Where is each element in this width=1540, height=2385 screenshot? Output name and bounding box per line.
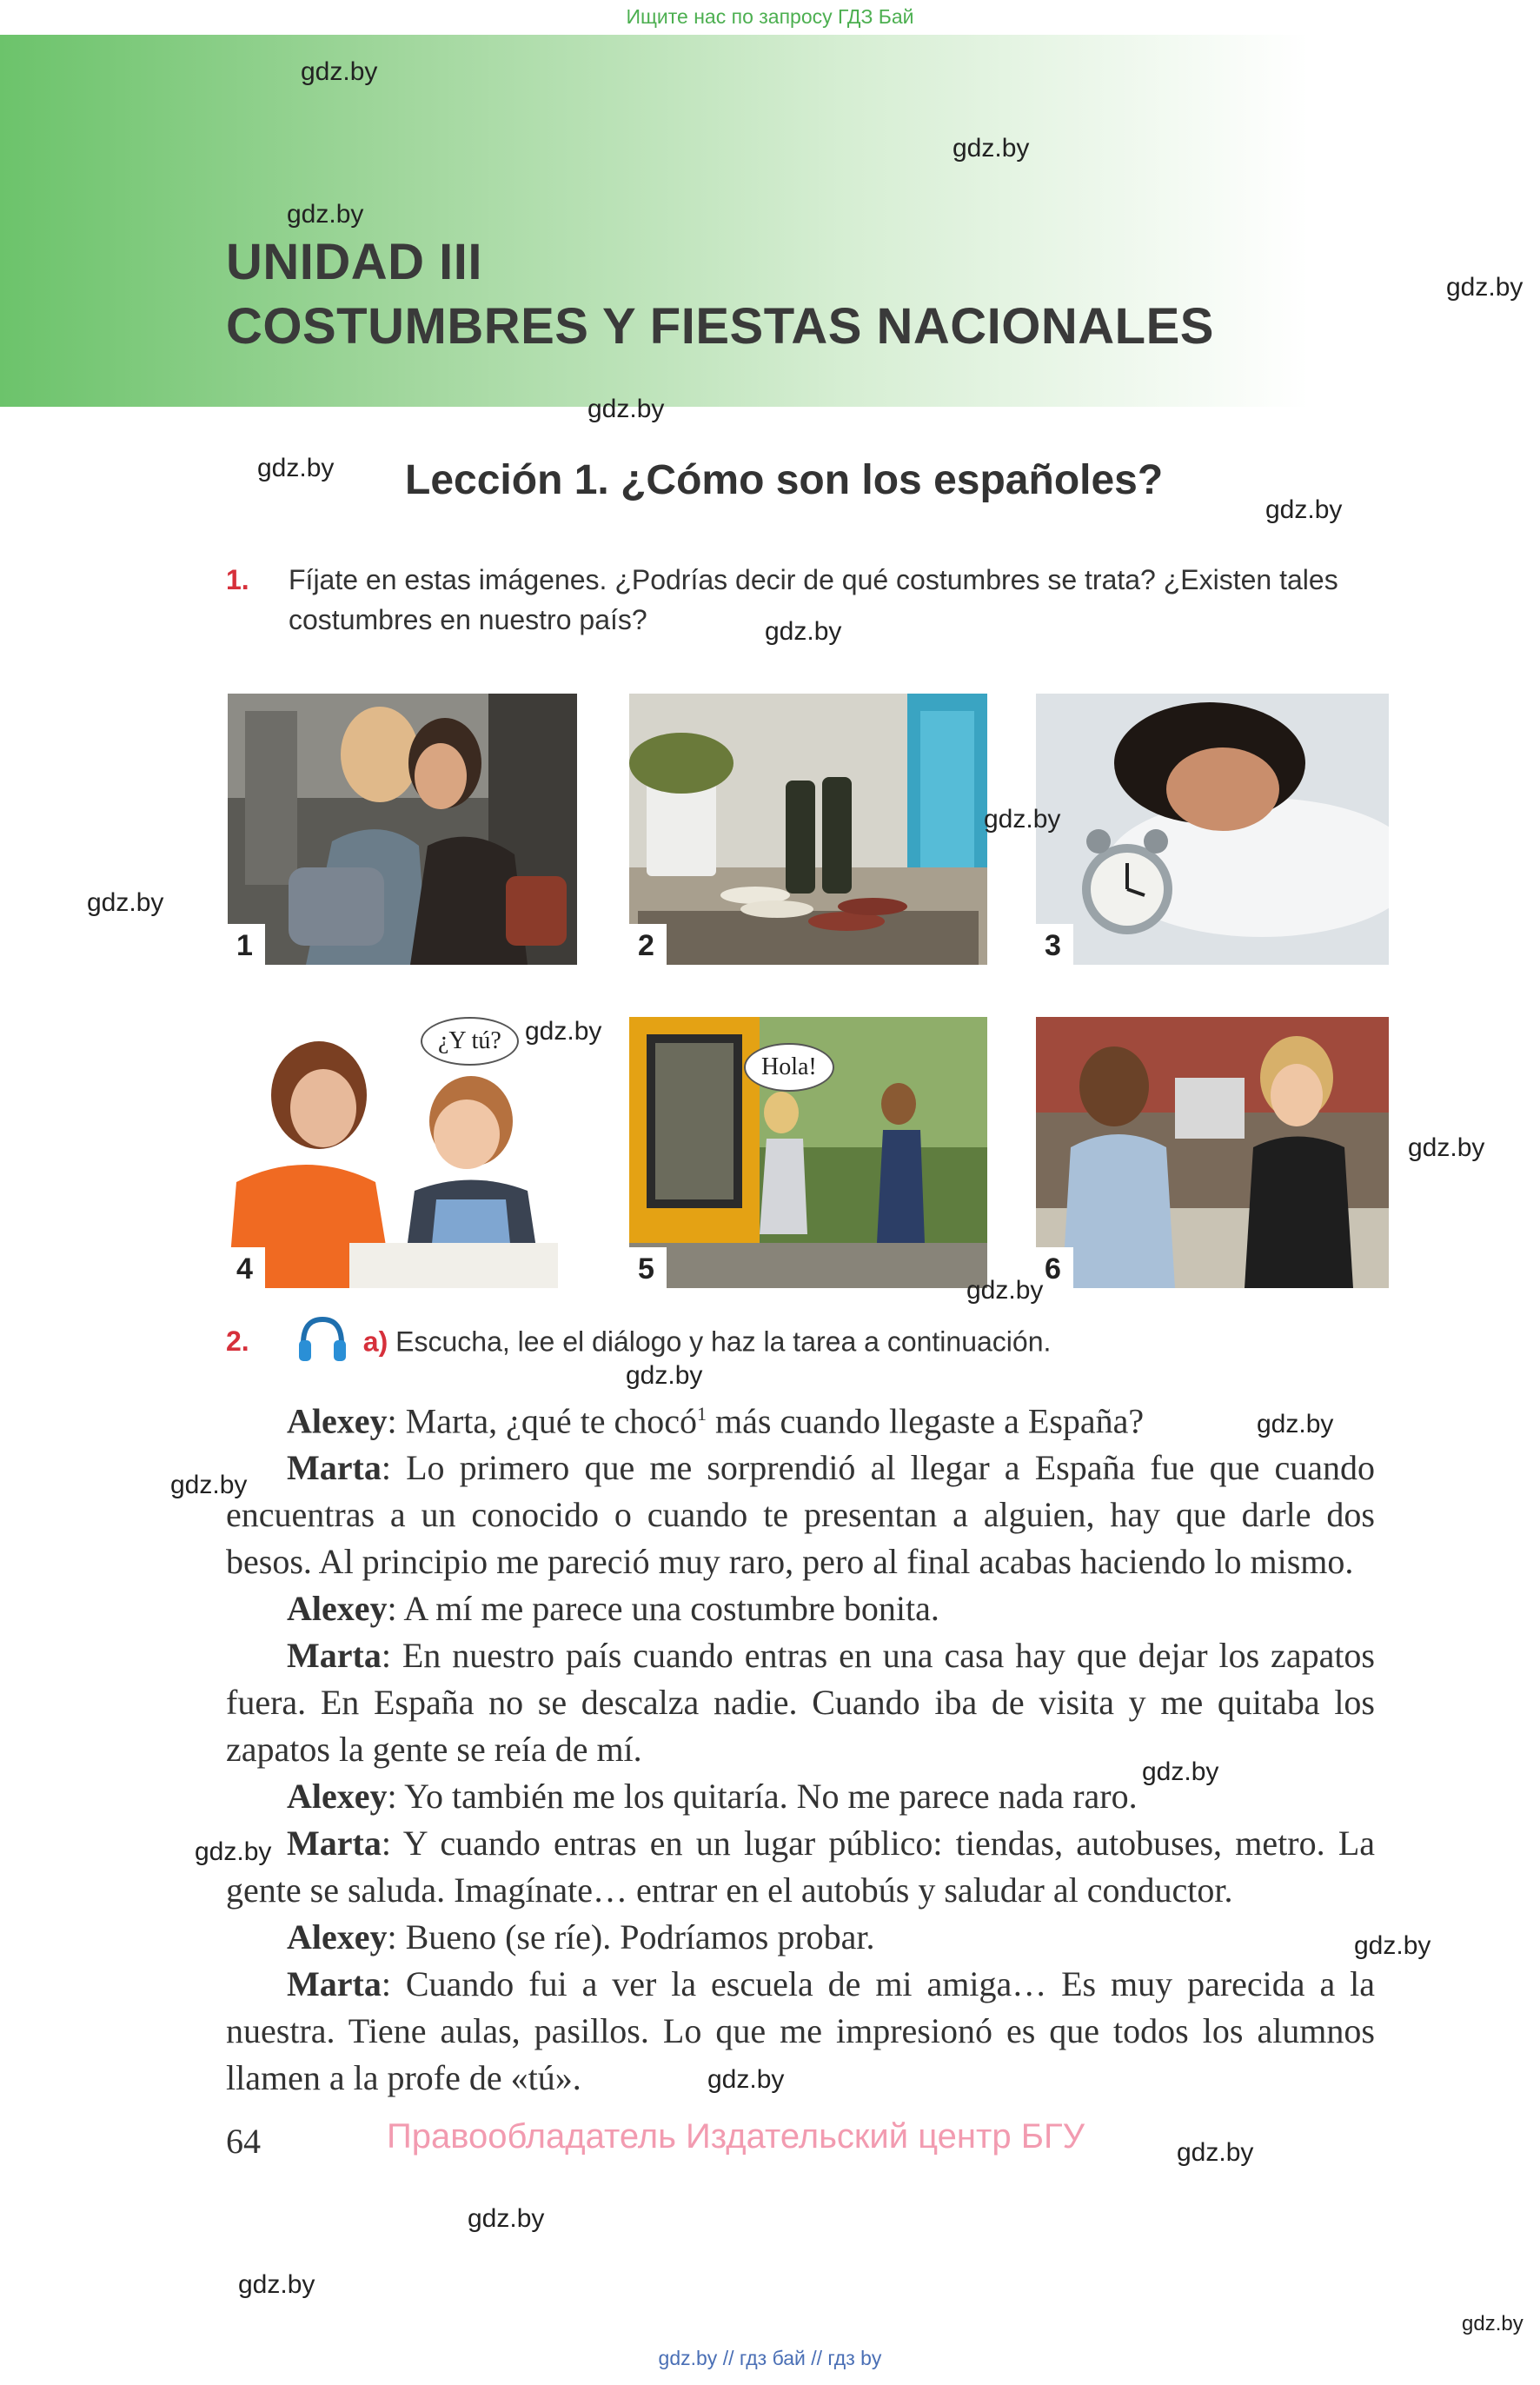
watermark: gdz.by — [1265, 495, 1343, 524]
photo-number: 5 — [629, 1247, 667, 1288]
dialogue-line — [226, 1445, 1375, 1585]
exercise-2 — [226, 1314, 1382, 1373]
speech-bubble-y-tu: ¿Y tú? — [421, 1017, 519, 1066]
unit-name: COSTUMBRES Y FIESTAS NACIONALES — [226, 298, 1214, 355]
dialogue-line — [226, 1914, 1375, 1961]
top-banner[interactable]: Ищите нас по запросу ГДЗ Бай — [626, 5, 914, 28]
photo-shop-cashier-image — [1036, 1017, 1389, 1288]
photo-teacher-and-student-image — [228, 1017, 577, 1288]
photo-number: 2 — [629, 924, 667, 965]
dialogue-line — [226, 1961, 1375, 2102]
exercise-text: Escucha, lee el diálogo y haz la tarea a continuación. — [395, 1325, 1052, 1358]
watermark: gdz.by — [984, 805, 1061, 834]
watermark: gdz.by — [287, 200, 364, 229]
watermark: gdz.by — [301, 57, 378, 86]
speaker-name: Marta — [287, 1448, 382, 1488]
dialogue-line — [226, 1391, 1375, 1445]
watermark: gdz.by — [1446, 273, 1523, 302]
dialogue-text: : Bueno (se ríe). Podríamos probar. — [387, 1917, 875, 1957]
exercise-part-label: a) — [362, 1325, 388, 1358]
watermark: gdz.by — [468, 2204, 545, 2233]
copyright-notice: Правообладатель Издательский центр БГУ — [387, 2117, 1085, 2156]
photo-number: 3 — [1036, 924, 1073, 965]
exercise-number: 2. — [226, 1325, 249, 1358]
speaker-name: Marta — [287, 1824, 382, 1863]
photo-school-bus — [629, 1017, 987, 1288]
dialogue-text: : A mí me parece una costumbre bonita. — [387, 1589, 939, 1629]
watermark: gdz.by — [195, 1837, 272, 1866]
footer-links[interactable]: gdz.by // гдз бай // гдз by — [658, 2347, 882, 2369]
speech-bubble-hola: Hola! — [744, 1043, 834, 1092]
dialogue — [226, 1391, 1375, 2102]
watermark: gdz.by — [626, 1361, 703, 1390]
dialogue-text: : Marta, ¿qué te chocó — [387, 1401, 698, 1441]
speaker-name: Alexey — [287, 1917, 388, 1957]
photo-shoes-at-door — [629, 694, 987, 965]
watermark: gdz.by — [525, 1017, 602, 1046]
watermark: gdz.by — [257, 454, 335, 482]
headphones-icon[interactable] — [296, 1314, 348, 1373]
dialogue-text: más cuando llegaste a España? — [707, 1401, 1145, 1441]
photo-number: 1 — [228, 924, 265, 965]
photo-number: 6 — [1036, 1247, 1073, 1288]
watermark: gdz.by — [1462, 2312, 1523, 2335]
watermark: gdz.by — [953, 134, 1030, 163]
photo-sleeping-alarm-clock-image — [1036, 694, 1389, 965]
lesson-title: Lección 1. ¿Cómo son los españoles? — [405, 457, 1164, 503]
watermark: gdz.by — [707, 2065, 785, 2094]
dialogue-line — [226, 1585, 1375, 1632]
watermark: gdz.by — [238, 2270, 315, 2299]
dialogue-line — [226, 1632, 1375, 1773]
dialogue-text: : Yo también me los quitaría. No me parece nada raro. — [387, 1777, 1138, 1817]
dialogue-text: : Y cuando entras en un lugar público: tiendas, autobuses, metro. La gente se saluda. Imagínate… entrar en el autobús y saludar al conductor. — [226, 1824, 1375, 1910]
watermark: gdz.by — [170, 1471, 248, 1499]
dialogue-text: : Cuando fui a ver la escuela de mi amiga… Es muy parecida a la nuestra. Tiene aulas, pasillos. Lo que me impresionó es que todos los alumnos llamen a la profe de «tú». — [226, 1964, 1375, 2098]
watermark: gdz.by — [1354, 1931, 1431, 1960]
watermark: gdz.by — [587, 395, 665, 423]
exercise-text: Fíjate en estas imágenes. ¿Podrías decir de qué costumbres se trata? ¿Existen tales costumbres en nuestro país? — [289, 564, 1338, 635]
watermark: gdz.by — [1257, 1410, 1334, 1438]
speaker-name: Marta — [287, 1636, 382, 1676]
unit-number: UNIDAD III — [226, 234, 482, 290]
photo-shop-cashier — [1036, 1017, 1389, 1288]
dialogue-text: : Lo primero que me sorprendió al llegar a España fue que cuando encuentras a un conocido o cuando te presentan a alguien, hay que darle dos besos. Al principio me pareció muy raro, pero al final acabas haciendo lo mismo. — [226, 1448, 1375, 1582]
photo-shoes-at-door-image — [629, 694, 987, 965]
watermark: gdz.by — [87, 888, 164, 917]
unit-title — [226, 230, 1214, 359]
photo-greeting-kiss-image — [228, 694, 577, 965]
speaker-name: Marta — [287, 1964, 382, 2004]
speaker-name: Alexey — [287, 1589, 388, 1629]
page-number: 64 — [226, 2122, 261, 2161]
photo-greeting-kiss — [228, 694, 577, 965]
photo-teacher-and-student — [228, 1017, 577, 1288]
speaker-name: Alexey — [287, 1401, 388, 1441]
watermark: gdz.by — [1408, 1133, 1485, 1162]
watermark: gdz.by — [1177, 2138, 1254, 2167]
dialogue-line — [226, 1820, 1375, 1914]
speaker-name: Alexey — [287, 1777, 388, 1817]
dialogue-text: : En nuestro país cuando entras en una casa hay que dejar los zapatos fuera. En España no se descalza nadie. Cuando iba de visita y me quitaba los zapatos la gente se reía de mí. — [226, 1636, 1375, 1770]
footnote-marker: 1 — [697, 1403, 707, 1425]
photo-number: 4 — [228, 1247, 265, 1288]
exercise-number: 1. — [226, 564, 249, 595]
watermark: gdz.by — [765, 617, 842, 646]
photo-sleeping-alarm-clock — [1036, 694, 1389, 965]
watermark: gdz.by — [966, 1276, 1044, 1305]
watermark: gdz.by — [1142, 1757, 1219, 1786]
